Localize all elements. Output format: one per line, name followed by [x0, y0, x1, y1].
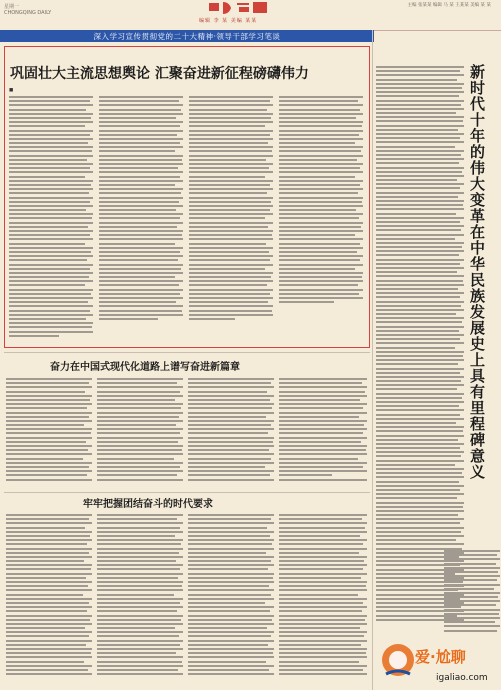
article-3-column-3 [188, 514, 274, 686]
sidebar-vertical-title: 新时代十年的伟大变革在中华民族发展史上具有里程碑意义 [468, 64, 486, 480]
topic-banner [0, 30, 374, 42]
article-2-column-1 [6, 378, 92, 490]
masthead-right-info: 主编 张某某 编辑 马 某 王某某 美编 某 某 [407, 3, 491, 8]
editors-line: 编辑 李 某 美编 某某 [199, 18, 258, 24]
banner-text: 深入学习宣传贯彻党的二十大精神·领导干部学习笔谈 [93, 32, 281, 41]
article-3-column-4 [279, 514, 367, 686]
sidebar-divider [372, 30, 373, 690]
divider-article-2 [4, 352, 370, 353]
article-1-column-2 [99, 96, 183, 342]
masthead-left [4, 4, 51, 16]
article-3-title: 牢牢把握团结奋斗的时代要求 [83, 499, 213, 510]
article-1-byline-icon: ■ [9, 88, 14, 93]
article-1-column-1 [9, 96, 93, 342]
article-1-column-3 [189, 96, 273, 342]
article-1-title: 巩固壮大主流思想舆论 汇聚奋进新征程磅礴伟力 [10, 66, 309, 82]
article-2-column-3 [188, 378, 274, 490]
sidebar-article-text-lower [444, 550, 500, 636]
article-3-column-2 [97, 514, 183, 686]
article-2-column-2 [97, 378, 183, 490]
article-2-column-4 [279, 378, 367, 490]
masthead [0, 0, 501, 31]
watermark-text: 爱·尬聊 [415, 648, 466, 666]
newspaper-logo [195, 0, 285, 16]
divider-article-3 [4, 492, 370, 493]
date-line: 星期一 [4, 4, 20, 10]
article-1-column-4 [279, 96, 363, 342]
watermark-url: igaliao.com [436, 673, 488, 683]
paper-code: CHONGQING DAILY [4, 10, 52, 16]
article-3-column-1 [6, 514, 92, 686]
article-2-title: 奋力在中国式现代化道路上谱写奋进新篇章 [50, 362, 240, 373]
